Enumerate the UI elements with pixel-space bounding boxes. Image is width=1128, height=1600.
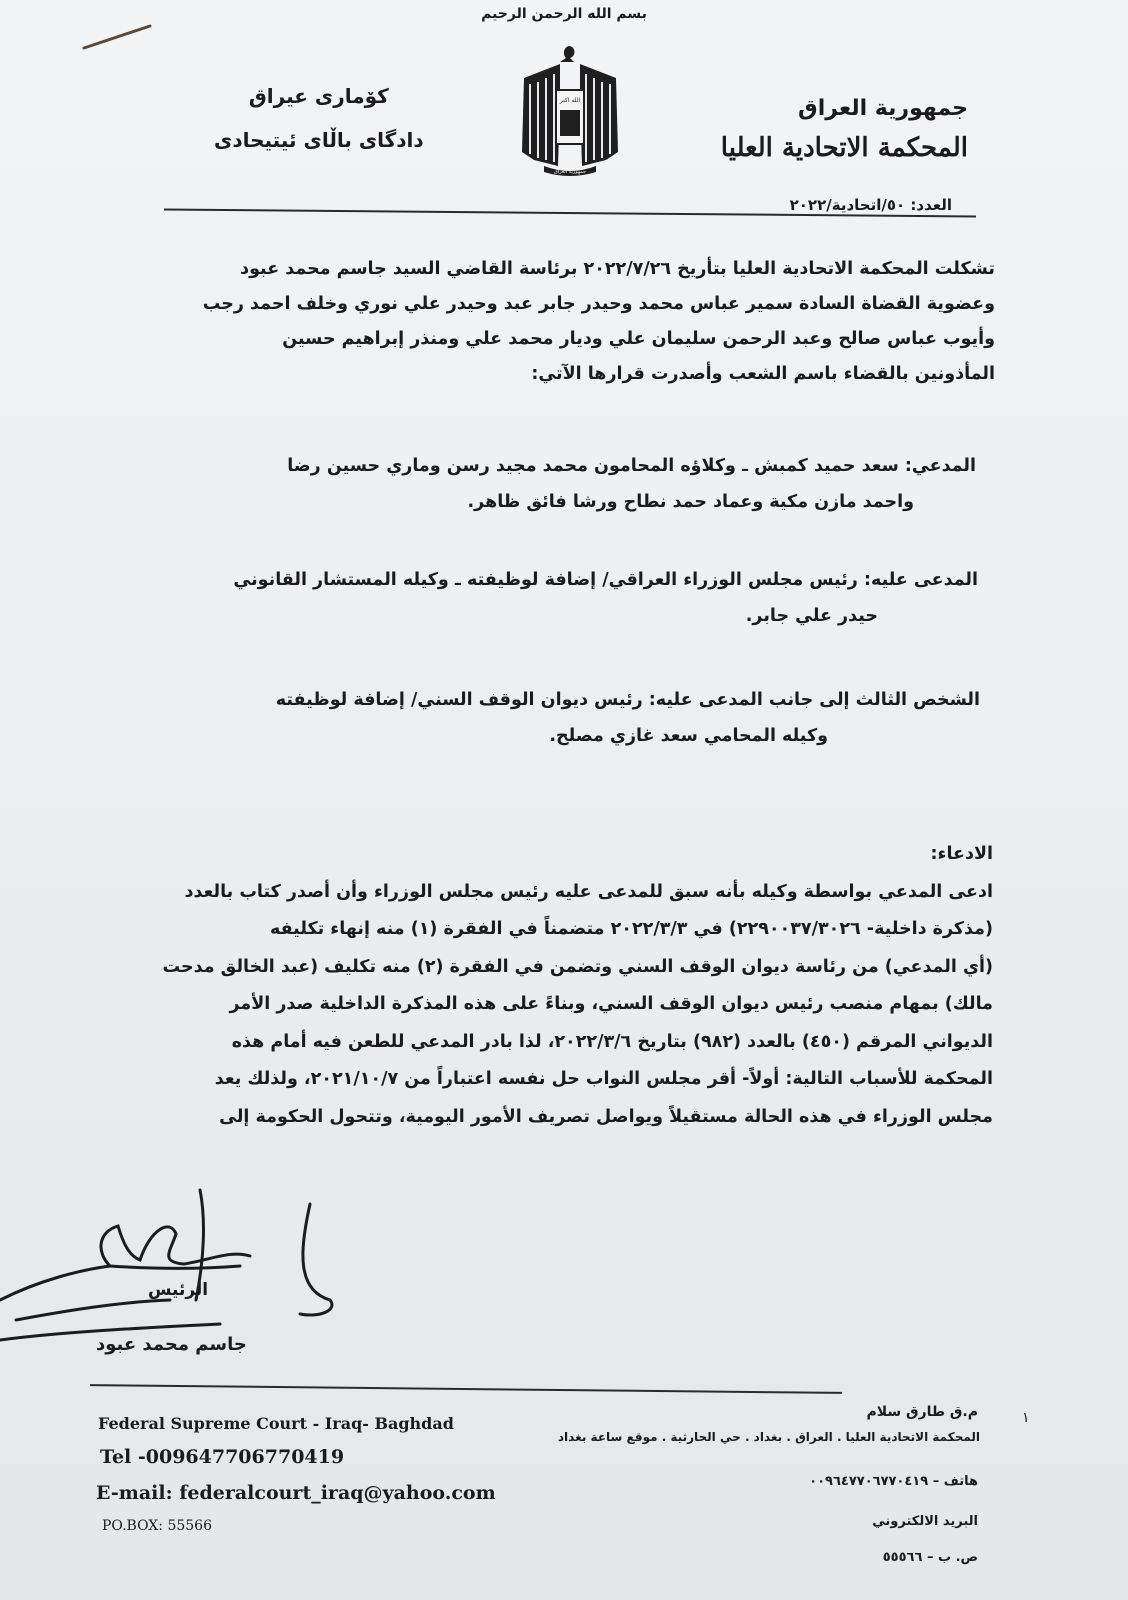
defendant-line: حيدر علي جابر. bbox=[745, 606, 878, 626]
document-number: العدد: ٥٠/اتحادية/٢٠٢٢ bbox=[789, 196, 952, 214]
third-party-line: وكيله المحامي سعد غازي مصلح. bbox=[549, 726, 828, 746]
defendant-line: المدعى عليه: رئيس مجلس الوزراء العراقي/ إضافة لوظيفته ـ وكيله المستشار القانوني bbox=[233, 570, 978, 590]
footer-email-label-arabic: البريد الالكتروني bbox=[872, 1514, 978, 1529]
claim-line: المحكمة للأسباب التالية: أولاً- أقر مجلس النواب حل نفسه اعتباراً من ٢٠٢١/١٠/٧، ولذلك يعد bbox=[214, 1069, 993, 1089]
federal-supreme-court-label: المحكمة الاتحادية العليا bbox=[720, 133, 968, 163]
claim-line: مالك) بمهام منصب رئيس ديوان الوقف السني، وبناءً على هذه المذكرة الداخلية صدر الأمر bbox=[229, 994, 993, 1014]
intro-line: وأيوب عباس صالح وعبد الرحمن سليمان علي وديار محمد علي ومنذر إبراهيم حسين bbox=[282, 329, 995, 349]
emblem-scroll-caption: جمهورية العراق bbox=[553, 169, 587, 175]
plaintiff-block bbox=[287, 448, 976, 520]
basmala: بسم الله الرحمن الرحيم bbox=[481, 6, 647, 22]
footer-phone-arabic: هاتف – ٠٠٩٦٤٧٧٠٦٧٧٠٤١٩ bbox=[809, 1474, 978, 1489]
footer-checker-name: م.ق طارق سلام bbox=[866, 1404, 978, 1420]
footer-pobox-arabic: ص. ب – ٥٥٥٦٦ bbox=[882, 1550, 978, 1565]
signature-title: الرئيس bbox=[148, 1280, 209, 1300]
page-number: ١ bbox=[1022, 1410, 1030, 1426]
third-party-line: الشخص الثالث إلى جانب المدعى عليه: رئيس ديوان الوقف السني/ إضافة لوظيفته bbox=[275, 690, 980, 710]
kurdish-court-label: دادگای باڵای ئیتیحادی bbox=[214, 128, 424, 152]
footer-email-english: E-mail: federalcourt_iraq@yahoo.com bbox=[96, 1482, 496, 1504]
eagle-icon bbox=[520, 40, 620, 180]
iraq-eagle-emblem bbox=[520, 40, 620, 184]
pen-stroke-mark bbox=[82, 22, 154, 52]
court-name-kurdish bbox=[214, 84, 424, 152]
claim-line: (مذكرة داخلية- ٢٢٩٠٠٣٧/٣٠٢٦) في ٢٠٢٢/٣/٣ متضمناً في الفقرة (١) منه إنهاء تكليفه bbox=[269, 919, 993, 939]
footer-court-english: Federal Supreme Court - Iraq- Baghdad bbox=[98, 1414, 454, 1433]
emblem-motto: الله اكبر bbox=[559, 97, 581, 104]
claim-line: ادعى المدعي بواسطة وكيله بأنه سبق للمدعى عليه رئيس مجلس الوزراء وأن أصدر كتاب بالعدد bbox=[184, 881, 993, 902]
claim-heading: الادعاء: bbox=[930, 844, 993, 864]
claim-line: الديواني المرقم (٤٥٠) بالعدد (٩٨٢) بتاريخ ٢٠٢٢/٣/٦، لذا بادر المدعي للطعن فيه أمام هذه bbox=[231, 1031, 993, 1052]
plaintiff-line: واحمد مازن مكية وعماد حمد نطاح ورشا فائق ظاهر. bbox=[467, 492, 914, 512]
footer-divider bbox=[90, 1384, 842, 1394]
claim-line: مجلس الوزراء في هذه الحالة مستقيلاً ويواصل تصريف الأمور اليومية، وتتحول الحكومة إلى bbox=[219, 1106, 993, 1127]
intro-line: تشكلت المحكمة الاتحادية العليا بتأريخ ٢٠٢٢/٧/٢٦ برئاسة القاضي السيد جاسم محمد عبود bbox=[240, 259, 995, 279]
intro-line: وعضوية القضاة السادة سمير عباس محمد وحيدر جابر عبد وحيدر علي نوري وخلف احمد رجب bbox=[202, 294, 995, 314]
kurdish-republic-label: كۆماری عیراق bbox=[248, 84, 389, 108]
republic-of-iraq-label: جمهورية العراق bbox=[798, 96, 968, 121]
signature-scribble bbox=[0, 1160, 360, 1350]
footer-pobox-english: PO.BOX: 55566 bbox=[102, 1518, 212, 1534]
footer-tel-english: Tel -009647706770419 bbox=[100, 1446, 345, 1468]
signatory-name: جاسم محمد عبود bbox=[96, 1334, 247, 1355]
claim-section bbox=[135, 836, 993, 1136]
intro-line: المأذونين بالقضاء باسم الشعب وأصدرت قرارها الآتي: bbox=[531, 364, 995, 384]
court-name-arabic bbox=[721, 96, 968, 163]
third-party-block bbox=[276, 682, 980, 754]
footer-address-arabic: المحكمة الاتحادية العليا . العراق . بغداد . حي الحارثية . موقع ساعة بغداد bbox=[557, 1430, 980, 1444]
intro-paragraph bbox=[150, 252, 995, 392]
claim-line: (أي المدعي) من رئاسة ديوان الوقف السني وتضمن في الفقرة (٢) منه تكليف (عبد الخالق مدحت bbox=[162, 956, 993, 977]
plaintiff-line: المدعي: سعد حميد كمبش ـ وكلاؤه المحامون محمد مجيد رسن وماري حسين رضا bbox=[287, 456, 976, 476]
defendant-block bbox=[233, 562, 978, 634]
